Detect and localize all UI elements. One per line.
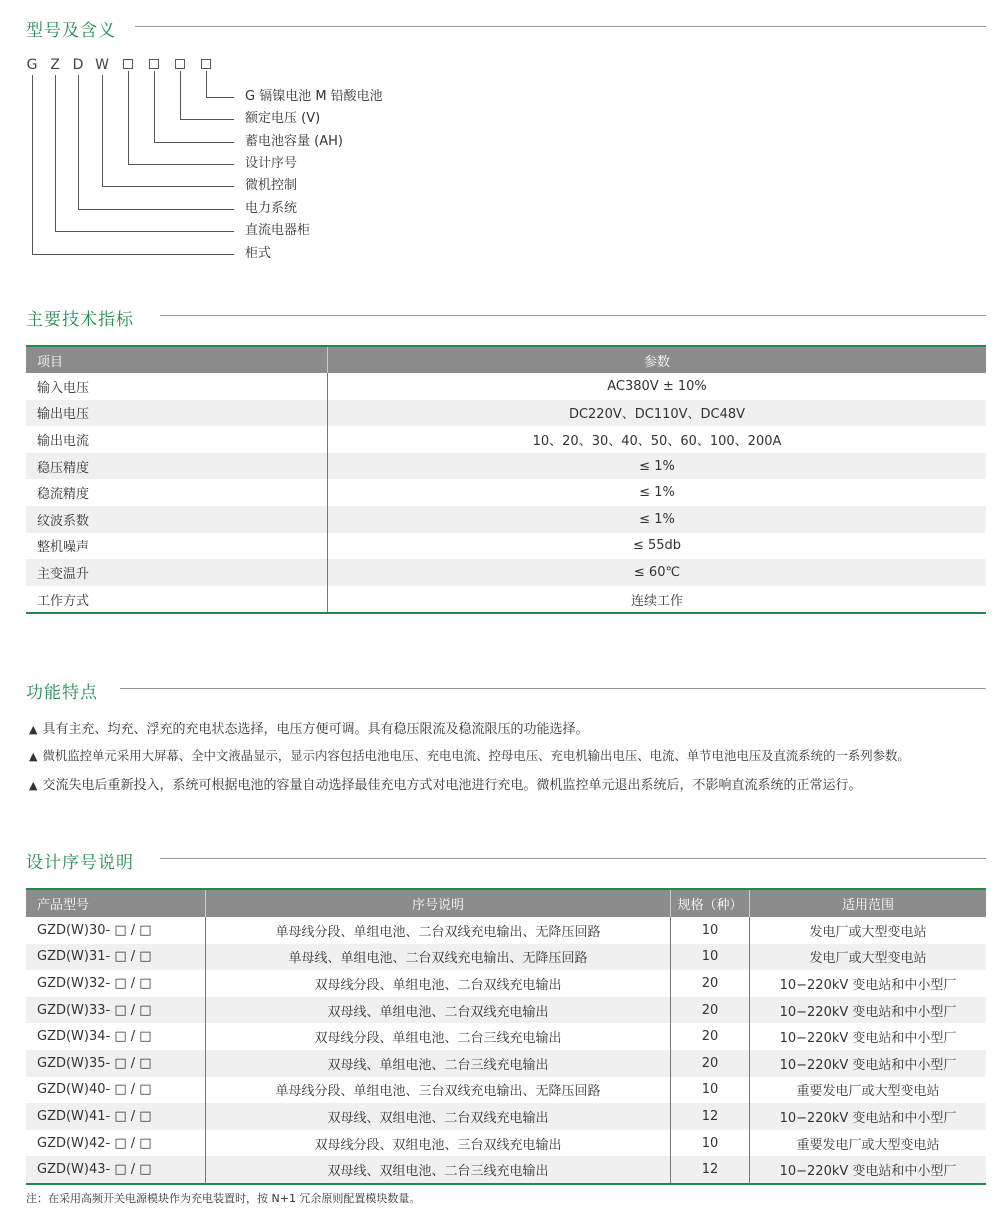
application-scope: 10−220kV 变电站和中小型厂 — [779, 1031, 957, 1047]
specs-table — [26, 345, 986, 614]
connector-line — [180, 71, 181, 120]
connector-line — [55, 231, 234, 232]
spec-item: 工作方式 — [26, 586, 328, 614]
code-label-capacity: 蓄电池容量 (AH) — [245, 134, 343, 149]
product-model: GZD(W)42- □ / □ — [26, 1130, 206, 1157]
code-label-battery-type: G 镉镍电池 M 铅酸电池 — [245, 89, 383, 104]
series-description: 单母线、单组电池、二台双线充电输出、无降压回路 — [206, 944, 671, 971]
spec-value: DC220V、DC110V、DC48V — [328, 400, 987, 427]
spec-item: 稳压精度 — [26, 453, 328, 480]
spec-item: 输出电流 — [26, 426, 328, 453]
section-divider — [120, 688, 986, 689]
connector-line — [32, 75, 33, 255]
application-scope: 发电厂或大型变电站 — [809, 924, 927, 940]
section-title-specs: 主要技术指标 — [26, 310, 134, 330]
spec-count: 12 — [671, 1156, 750, 1184]
spec-item: 主变温升 — [26, 559, 328, 586]
code-label-rated-voltage: 额定电压 (V) — [245, 111, 321, 126]
feature-item — [29, 718, 588, 737]
series-description: 双母线分段、双组电池、三台双线充电输出 — [206, 1130, 671, 1157]
code-placeholder-box — [123, 59, 133, 69]
connector-line — [102, 75, 103, 187]
code-placeholder-box — [175, 59, 185, 69]
code-letter-z: Z — [50, 57, 60, 73]
feature-item — [29, 746, 910, 764]
spec-count: 20 — [671, 1050, 750, 1077]
spec-value: ≤ 1% — [639, 485, 675, 501]
application-scope: 重要发电厂或大型变电站 — [796, 1084, 940, 1100]
table-header-row — [26, 889, 986, 917]
table-row — [26, 533, 986, 560]
code-letter-g: G — [26, 57, 38, 73]
feature-item — [29, 774, 861, 793]
series-description: 单母线分段、单组电池、三台双线充电输出、无降压回路 — [206, 1077, 671, 1104]
column-header: 序号说明 — [206, 889, 671, 917]
section-title-series: 设计序号说明 — [26, 853, 134, 873]
application-scope: 发电厂或大型变电站 — [750, 944, 987, 971]
spec-count: 10 — [671, 944, 750, 971]
application-scope: 10−220kV 变电站和中小型厂 — [779, 977, 957, 993]
section-divider — [160, 315, 986, 316]
product-model: GZD(W)32- □ / □ — [26, 970, 206, 997]
section-divider — [160, 858, 986, 859]
code-label-cabinet-type: 柜式 — [245, 246, 272, 261]
table-row — [26, 506, 986, 533]
spec-value: ≤ 55db — [632, 538, 682, 554]
connector-line — [154, 71, 155, 143]
table-row — [26, 373, 986, 400]
code-letter-w: W — [95, 57, 109, 73]
spec-count: 10 — [671, 917, 750, 944]
application-scope: 重要发电厂或大型变电站 — [796, 1137, 940, 1153]
connector-line — [128, 164, 234, 165]
connector-line — [128, 71, 129, 165]
application-scope: 10−220kV 变电站和中小型厂 — [750, 1103, 987, 1130]
spec-value: ≤ 1% — [328, 506, 987, 533]
feature-text: 交流失电后重新投入，系统可根据电池的容量自动选择最佳充电方式对电池进行充电。微机监控单元退出系统后，不影响直流系统的正常运行。 — [42, 778, 862, 793]
application-scope: 10−220kV 变电站和中小型厂 — [750, 1156, 987, 1184]
series-description: 双母线、单组电池、二台三线充电输出 — [206, 1050, 671, 1077]
table-row — [26, 453, 986, 480]
table-row — [26, 1050, 986, 1077]
table-row — [26, 1130, 986, 1157]
code-label-microcomputer: 微机控制 — [245, 178, 298, 193]
spec-value: 10、20、30、40、50、60、100、200A — [532, 433, 782, 449]
product-model: GZD(W)43- □ / □ — [26, 1156, 206, 1184]
code-letter-d: D — [72, 57, 84, 73]
spec-count: 10 — [671, 1130, 750, 1157]
spec-item: 纹波系数 — [26, 506, 328, 533]
column-header: 项目 — [26, 346, 328, 373]
code-placeholder-box — [201, 59, 211, 69]
spec-item: 输入电压 — [26, 373, 328, 400]
code-placeholder-box — [149, 59, 159, 69]
column-header: 产品型号 — [26, 889, 206, 917]
spec-item: 稳流精度 — [26, 479, 328, 506]
table-row — [26, 559, 986, 586]
triangle-bullet-icon: ▲ — [29, 723, 38, 736]
series-description: 双母线分段、单组电池、二台双线充电输出 — [206, 970, 671, 997]
feature-text: 具有主充、均充、浮充的充电状态选择，电压方便可调。具有稳压限流及稳流限压的功能选择。 — [42, 722, 589, 737]
application-scope: 10−220kV 变电站和中小型厂 — [750, 997, 987, 1024]
product-model: GZD(W)35- □ / □ — [26, 1050, 206, 1077]
code-label-power-system: 电力系统 — [245, 201, 298, 216]
spec-value: 连续工作 — [328, 586, 987, 614]
triangle-bullet-icon: ▲ — [29, 750, 38, 763]
table-row — [26, 1103, 986, 1130]
application-scope: 10−220kV 变电站和中小型厂 — [750, 1050, 987, 1077]
series-description: 双母线、单组电池、二台双线充电输出 — [206, 997, 671, 1024]
section-divider — [135, 26, 986, 27]
product-model: GZD(W)34- □ / □ — [26, 1023, 206, 1050]
column-header: 规格（种） — [671, 889, 750, 917]
product-model: GZD(W)40- □ / □ — [26, 1077, 206, 1104]
product-model: GZD(W)31- □ / □ — [26, 944, 206, 971]
section-title-features: 功能特点 — [26, 683, 98, 703]
spec-value: ≤ 60℃ — [328, 559, 987, 586]
spec-count: 20 — [671, 997, 750, 1024]
spec-count: 12 — [671, 1103, 750, 1130]
connector-line — [78, 209, 234, 210]
series-description: 双母线、双组电池、二台双线充电输出 — [206, 1103, 671, 1130]
spec-value: AC380V ± 10% — [607, 378, 707, 394]
table-row — [26, 479, 986, 506]
product-model: GZD(W)41- □ / □ — [26, 1103, 206, 1130]
product-model: GZD(W)33- □ / □ — [26, 997, 206, 1024]
footnote: 注：在采用高频开关电源模块作为充电装置时，按 N+1 冗余原则配置模块数量。 — [26, 1192, 421, 1205]
table-row — [26, 917, 986, 944]
product-model: GZD(W)30- □ / □ — [26, 917, 206, 944]
connector-line — [206, 71, 207, 98]
series-table — [26, 888, 986, 1185]
spec-count: 20 — [671, 1023, 750, 1050]
spec-count: 20 — [671, 970, 750, 997]
table-row — [26, 1077, 986, 1104]
column-header: 参数 — [328, 346, 987, 373]
table-row — [26, 970, 986, 997]
table-row — [26, 1156, 986, 1184]
connector-line — [78, 75, 79, 210]
table-row — [26, 426, 986, 453]
series-description: 双母线分段、单组电池、二台三线充电输出 — [206, 1023, 671, 1050]
table-row — [26, 944, 986, 971]
table-row — [26, 586, 986, 614]
connector-line — [102, 186, 234, 187]
table-header-row — [26, 346, 986, 373]
code-label-dc-cabinet: 直流电器柜 — [245, 223, 311, 238]
table-row — [26, 400, 986, 427]
spec-count: 10 — [671, 1077, 750, 1104]
connector-line — [206, 97, 234, 98]
triangle-bullet-icon: ▲ — [29, 779, 38, 792]
connector-line — [180, 119, 234, 120]
spec-item: 输出电压 — [26, 400, 328, 427]
spec-value: ≤ 1% — [328, 453, 987, 480]
table-row — [26, 1023, 986, 1050]
series-description: 单母线分段、单组电池、二台双线充电输出、无降压回路 — [206, 917, 671, 944]
connector-line — [154, 142, 234, 143]
column-header: 适用范围 — [750, 889, 987, 917]
spec-item: 整机噪声 — [26, 533, 328, 560]
code-label-design-no: 设计序号 — [245, 156, 298, 171]
feature-text: 微机监控单元采用大屏幕、全中文液晶显示，显示内容包括电池电压、充电电流、控母电压、充电机输出电压、电流、单节电池电压及直流系统的一系列参数。 — [42, 748, 910, 763]
connector-line — [32, 254, 234, 255]
connector-line — [55, 75, 56, 232]
section-title-model: 型号及含义 — [26, 21, 116, 41]
series-description: 双母线、双组电池、二台三线充电输出 — [206, 1156, 671, 1184]
table-row — [26, 997, 986, 1024]
